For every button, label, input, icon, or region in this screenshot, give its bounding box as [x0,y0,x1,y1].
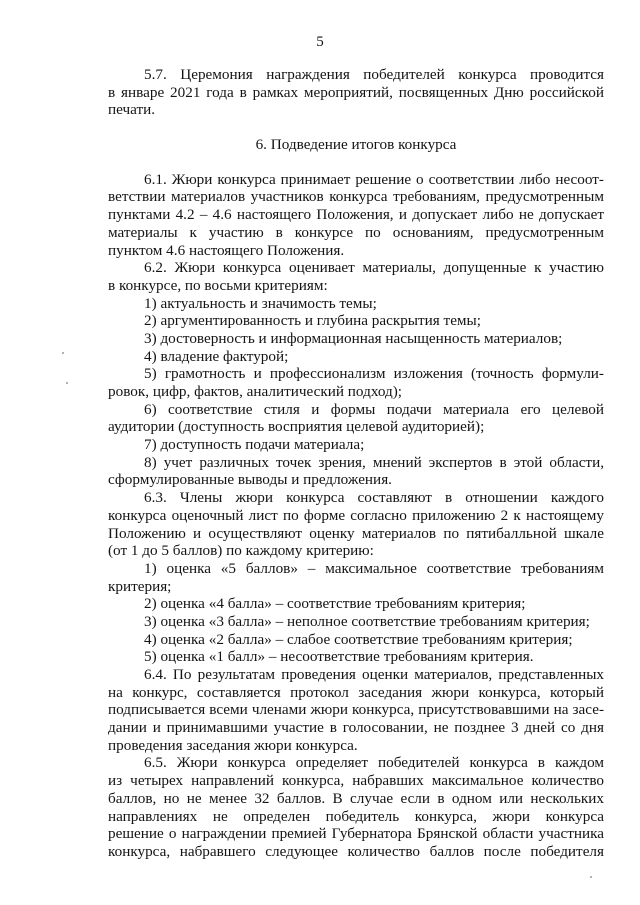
text-line: пунктом 4.6 настоящего Положения. [108,241,345,259]
scores-list [108,560,604,666]
page-number: 5 [316,34,324,50]
text-line: конкурса, набравшего следующее количество баллов после победителя [108,842,604,860]
text-line: (от 1 до 5 баллов) по каждому критерию: [108,542,374,560]
list-item: 7) доступность подачи материала; [144,436,365,454]
list-item: 3) достоверность и информационная насыщенность материалов; [144,329,563,347]
list-item: 4) владение фактурой; [144,347,289,365]
list-item: 1) актуальность и значимость темы; [144,294,377,312]
list-item: 2) аргументированность и глубина раскрытия темы; [144,312,481,330]
list-item-continuation: аудитории (доступность восприятия целевой аудиторией); [108,418,485,436]
criteria-list [108,295,604,490]
text-line: 6.4. По результатам проведения оценки материалов, представленных [144,666,604,683]
text-line: в конкурсе, по восьми критериям: [108,276,328,294]
text-line: дании и принимавшими участие в голосовании, не позднее 3 дней со дня [108,719,604,737]
paragraph-6-4 [108,666,604,754]
text-line: пунктами 4.2 – 4.6 настоящего Положения, и допускает либо не допускает [108,206,604,224]
list-item: 1) оценка «5 баллов» – максимальное соответствие требованиям [144,559,604,577]
list-item-continuation: сформулированные выводы и предложения. [108,471,392,489]
list-item: 8) учет различных точек зрения, мнений экспертов в этой области, [144,453,604,471]
text-line: конкурса оценочный лист по форме согласно приложению 2 к настоящему [108,506,604,524]
section-heading: 6. Подведение итогов конкурса [255,136,457,154]
list-item: 5) оценка «1 балл» – несоответствие требованиям критерия. [144,648,534,666]
text-line: Положению и осуществляют оценку материалов по пятибалльной шкале [108,524,604,542]
text-line: из четырех направлений конкурса, набравших максимальное количество [108,772,604,790]
list-item: 3) оценка «3 балла» – неполное соответствие требованиям критерия; [144,612,590,630]
text-line: баллов, но не менее 32 баллов. В случае если в одном или нескольких [108,789,604,807]
text-line: 6.3. Члены жюри конкурса составляют в отношении каждого [144,489,604,507]
scan-speck [62,352,64,354]
text-line: направлениях не определен победитель конкурса, жюри конкурса [108,807,604,825]
paragraph-5-7 [108,66,604,119]
text-line: на конкурс, составляется протокол заседания жюри конкурса, который [108,683,604,701]
text-line: 6.2. Жюри конкурса оценивает материалы, допущенные к участию [144,259,604,277]
text-line: решение о награждении премией Губернатора Брянской области участника [108,825,604,843]
scan-speck [590,876,592,878]
paragraph-6-2 [108,259,604,294]
text-line: материалы к участию в конкурсе по основаниям, предусмотренным [108,223,604,241]
list-item: 2) оценка «4 балла» – соответствие требованиям критерия; [144,595,526,613]
text-line: в январе 2021 года в рамках мероприятий, посвященных Дню российской [108,83,604,101]
list-item-continuation: ровок, цифр, фактов, аналитический подход); [108,383,402,400]
paragraph-6-1 [108,171,604,259]
text-line: 5.7. Церемония награждения победителей конкурса проводится [144,66,604,83]
document-body [108,66,604,861]
list-item: 5) грамотность и профессионализм изложения (точность формули- [144,365,604,383]
paragraph-6-5 [108,754,604,860]
text-line: 6.5. Жюри конкурса определяет победителей конкурса в каждом [144,754,604,772]
text-line: проведения заседания жюри конкурса. [108,736,358,754]
list-item: 6) соответствие стиля и формы подачи материала его целевой [144,400,604,418]
text-line: печати. [108,101,156,119]
paragraph-6-3 [108,489,604,560]
list-item-continuation: критерия; [108,577,172,595]
list-item: 4) оценка «2 балла» – слабое соответствие требованиям критерия; [144,630,573,648]
scan-speck [66,382,68,384]
text-line: подписывается всеми членами жюри конкурса, присутствовавшими на засе- [108,701,604,719]
text-line: 6.1. Жюри конкурса принимает решение о соответствии либо несоот- [144,170,604,188]
text-line: ветствии материалов участников конкурса требованиям, предусмотренным [108,188,604,206]
